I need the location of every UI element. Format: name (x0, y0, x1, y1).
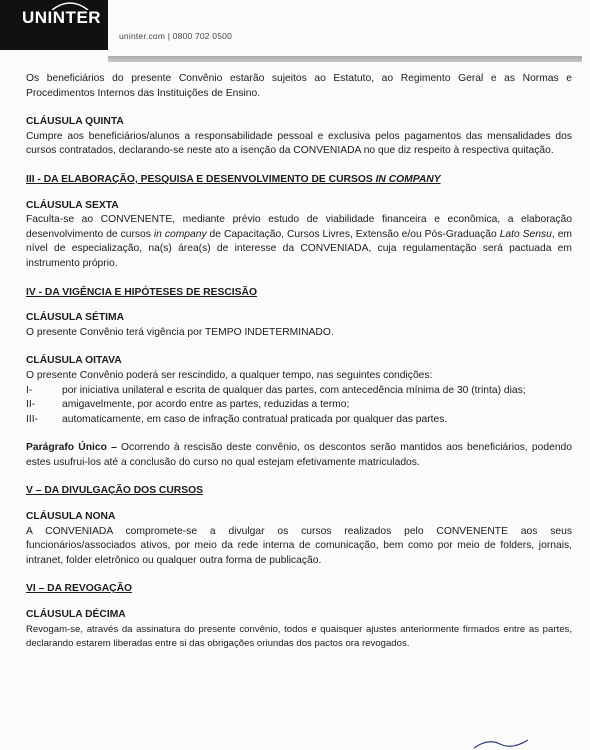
list-item (26, 384, 572, 399)
clause-oitava-title: CLÁUSULA OITAVA (26, 355, 122, 367)
clause-setima-title: CLÁUSULA SÉTIMA (26, 312, 125, 324)
clause-decima-title: CLÁUSULA DÉCIMA (26, 609, 126, 621)
clause-nona-text: A CONVENIADA compromete-se a divulgar os cursos realizados pelo CONVENENTE aos seus funcionários/associados ativos, por meio da rede interna de comunicação, bem como por meio de folders, jornais, intranet, folder eletrônico ou qualquer outra forma de publicação. (26, 525, 572, 566)
header-divider (108, 56, 582, 62)
section-iii-title: III - DA ELABORAÇÃO, PESQUISA E DESENVOLVIMENTO DE CURSOS IN COMPANY (26, 173, 441, 185)
list-item (26, 398, 572, 413)
clause-setima-text: O presente Convênio terá vigência por TEMPO INDETERMINADO. (26, 326, 334, 338)
list-text: amigavelmente, por acordo entre as partes, reduzidas a termo; (62, 399, 350, 411)
list-marker: II- (26, 399, 36, 411)
section-iv-title: IV - DA VIGÊNCIA E HIPÓTESES DE RESCISÃO (26, 286, 257, 298)
paragrafo-unico-label: Parágrafo Único – (26, 442, 117, 454)
clause-decima-text: Revogam-se, através da assinatura do presente convênio, todos e quaisquer ajustes anteriormente firmados entre as partes, declarando estarem liberadas entre si das obrigações oriundas dos pactos ora revogados. (26, 623, 572, 650)
contact-info: uninter.com | 0800 702 0500 (119, 31, 232, 41)
list-marker: I- (26, 384, 33, 396)
clause-sexta-text: Faculta-se ao CONVENENTE, mediante prévio estudo de viabilidade financeira e econômica, a elaboração desenvolvimento de cursos in company de Capacitação, Cursos Livres, Extensão e/ou Pós-Graduação Lato Sensu, em nível de especialização, na(s) área(s) de interesse da CONVENIADA, cuja regulamentação será pactuada em instrumento próprio. (26, 214, 572, 269)
logo-text: UNINTER (22, 8, 102, 27)
clause-quinta-title: CLÁUSULA QUINTA (26, 116, 124, 128)
page-header (0, 0, 590, 62)
clause-quinta-text: Cumpre aos beneficiários/alunos a responsabilidade pessoal e exclusiva pelos pagamentos das mensalidades dos cursos contratados, declarando-se neste ato a isenção da CONVENIADA no que diz respeito à respectiva quitação. (26, 130, 572, 157)
section-vi-title: VI – DA REVOGAÇÃO (26, 583, 133, 595)
document-body (26, 72, 572, 652)
list-text: automaticamente, em caso de infração contratual praticada por qualquer das partes. (62, 413, 448, 425)
paragrafo-unico: Parágrafo Único – Ocorrendo à rescisão deste convênio, os descontos serão mantidos aos beneficiários, podendo estes usufrui-los até a conclusão do curso no qual estejam efetivamente matriculados. (26, 442, 573, 468)
intro-paragraph: Os beneficiários do presente Convênio estarão sujeitos ao Estatuto, ao Regimento Geral e as Normas e Procedimentos Internos das Instituições de Ensino. (26, 73, 572, 99)
clause-sexta-title: CLÁUSULA SEXTA (26, 199, 119, 211)
list-text: por iniciativa unilateral e escrita de qualquer das partes, com antecedência mínima de 30 (trinta) dias; (62, 384, 526, 396)
clause-oitava-text: O presente Convênio poderá ser rescindido, a qualquer tempo, nas seguintes condições: (26, 369, 433, 381)
list-marker: III- (26, 413, 39, 425)
clause-nona-title: CLÁUSULA NONA (26, 511, 116, 523)
uninter-logo (0, 0, 108, 50)
list-item (26, 413, 572, 428)
signature-mark (470, 734, 530, 750)
section-v-title: V – DA DIVULGAÇÃO DOS CURSOS (26, 485, 203, 497)
